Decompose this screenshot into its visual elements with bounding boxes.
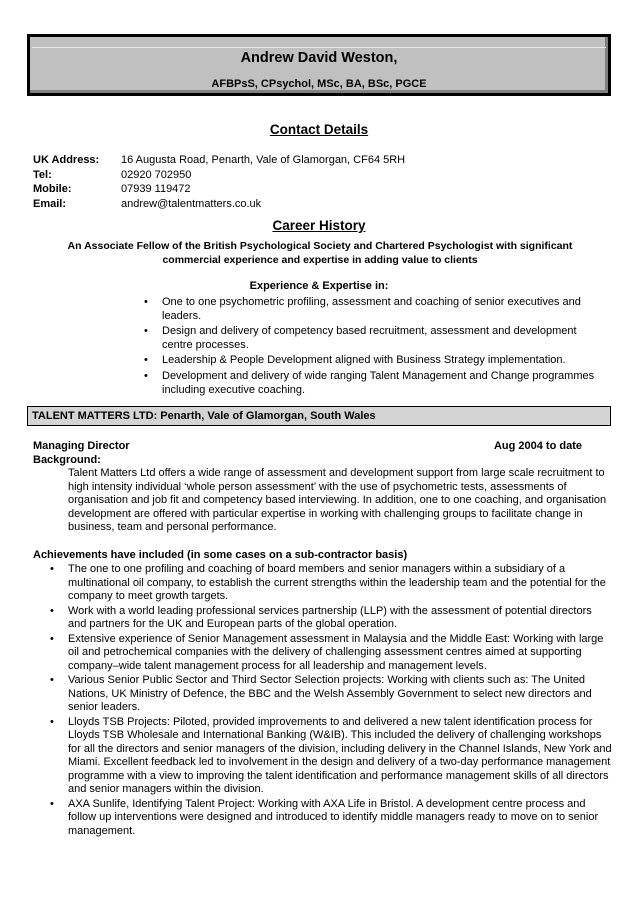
background-text: Talent Matters Ltd offers a wide range of assessment and development support from large scale recruitment to high intensity individual ‘whole person assessment’ with the use of psychometric tests, assessments of organisation and job fit and competency based interviewing. In addition, one to one coaching, and organisation development are offered with particular expertise in working with challenging groups to facilitate change in business, team and personal performance.	[68, 467, 607, 534]
expertise-item: • Development and delivery of wide ranging Talent Management and Change programmes including executive coaching.	[162, 370, 602, 397]
contact-label: Email:	[33, 197, 67, 210]
career-intro: An Associate Fellow of the British Psychological Society and Chartered Psychologist with significant commercial experience and expertise in adding value to clients	[67, 240, 573, 266]
contact-label: Tel:	[33, 168, 52, 181]
contact-value: 02920 702950	[121, 168, 192, 181]
contact-value: andrew@talentmatters.co.uk	[121, 197, 262, 210]
achievement-item: • AXA Sunlife, Identifying Talent Project: Working with AXA Life in Bristol. A development centre process and follow up interventions were designed and introduced to identify middle managers ready to move on to senior management.	[68, 798, 613, 839]
achievement-item: • Lloyds TSB Projects: Piloted, provided improvements to and delivered a new talent identification process for Lloyds TSB Wholesale and International Banking (W&IB). This included the delivery of challenging workshops for all the directors and senior managers of the division, including delivery in the Channel Islands, New York and Miami. Excellent feedback led to involvement in the design and delivery of a two-day performance management programme with a view to improving the talent identification and performance management skills of all directors and senior managers within the division.	[68, 716, 613, 797]
achievement-item: • The one to one profiling and coaching of board members and senior managers within a subsidiary of a multinational oil company, to establish the current strengths within the leadership team and the potential for the company to meet growth targets.	[68, 563, 613, 604]
header-highlight-line	[32, 47, 606, 48]
background-label: Background:	[33, 454, 101, 466]
contact-row-mobile	[33, 182, 405, 197]
expertise-item: • One to one psychometric profiling, assessment and coaching of senior executives and leaders.	[162, 296, 602, 323]
contact-value: 16 Augusta Road, Penarth, Vale of Glamorgan, CF64 5RH	[121, 154, 406, 166]
contact-row-email	[33, 197, 405, 212]
expertise-title: Experience & Expertise in:	[249, 280, 389, 292]
contact-details-heading: Contact Details	[269, 122, 369, 137]
contact-row-tel	[33, 168, 405, 183]
expertise-item: • Design and delivery of competency based recruitment, assessment and development centre processes.	[162, 325, 602, 352]
candidate-qualifications: AFBPsS, CPsychol, MSc, BA, BSc, PGCE	[211, 78, 427, 90]
candidate-name: Andrew David Weston,	[240, 50, 398, 66]
company-bar: TALENT MATTERS LTD: Penarth, Vale of Glamorgan, South Wales	[27, 406, 611, 426]
expertise-list	[162, 296, 602, 399]
job-title: Managing Director	[33, 440, 130, 452]
job-dates: Aug 2004 to date	[493, 440, 582, 452]
name-header-box	[27, 34, 611, 96]
achievement-item: • Work with a world leading professional services partnership (LLP) with the assessment of potential directors and partners for the UK and European parts of the global operation.	[68, 605, 613, 632]
achievement-item: • Extensive experience of Senior Management assessment in Malaysia and the Middle East: Working with large oil and petrochemical companies with the delivery of challenging assessment centres aimed at supporting company–wide talent management process for all leadership and management levels.	[68, 633, 613, 674]
achievements-label: Achievements have included (in some cases on a sub-contractor basis)	[33, 549, 408, 561]
achievement-item: • Various Senior Public Sector and Third Sector Selection projects: Working with clients such as: The United Nations, UK Ministry of Defence, the BBC and the Welsh Assembly Government to select new directors and senior leaders.	[68, 674, 613, 715]
contact-details	[33, 153, 405, 211]
contact-label: UK Address:	[33, 154, 100, 166]
expertise-item: • Leadership & People Development aligned with Business Strategy implementation.	[162, 354, 602, 368]
career-history-heading: Career History	[272, 218, 366, 233]
contact-label: Mobile:	[33, 183, 72, 195]
contact-row-address	[33, 153, 405, 168]
contact-value: 07939 119472	[121, 183, 191, 195]
achievements-list	[68, 563, 613, 839]
